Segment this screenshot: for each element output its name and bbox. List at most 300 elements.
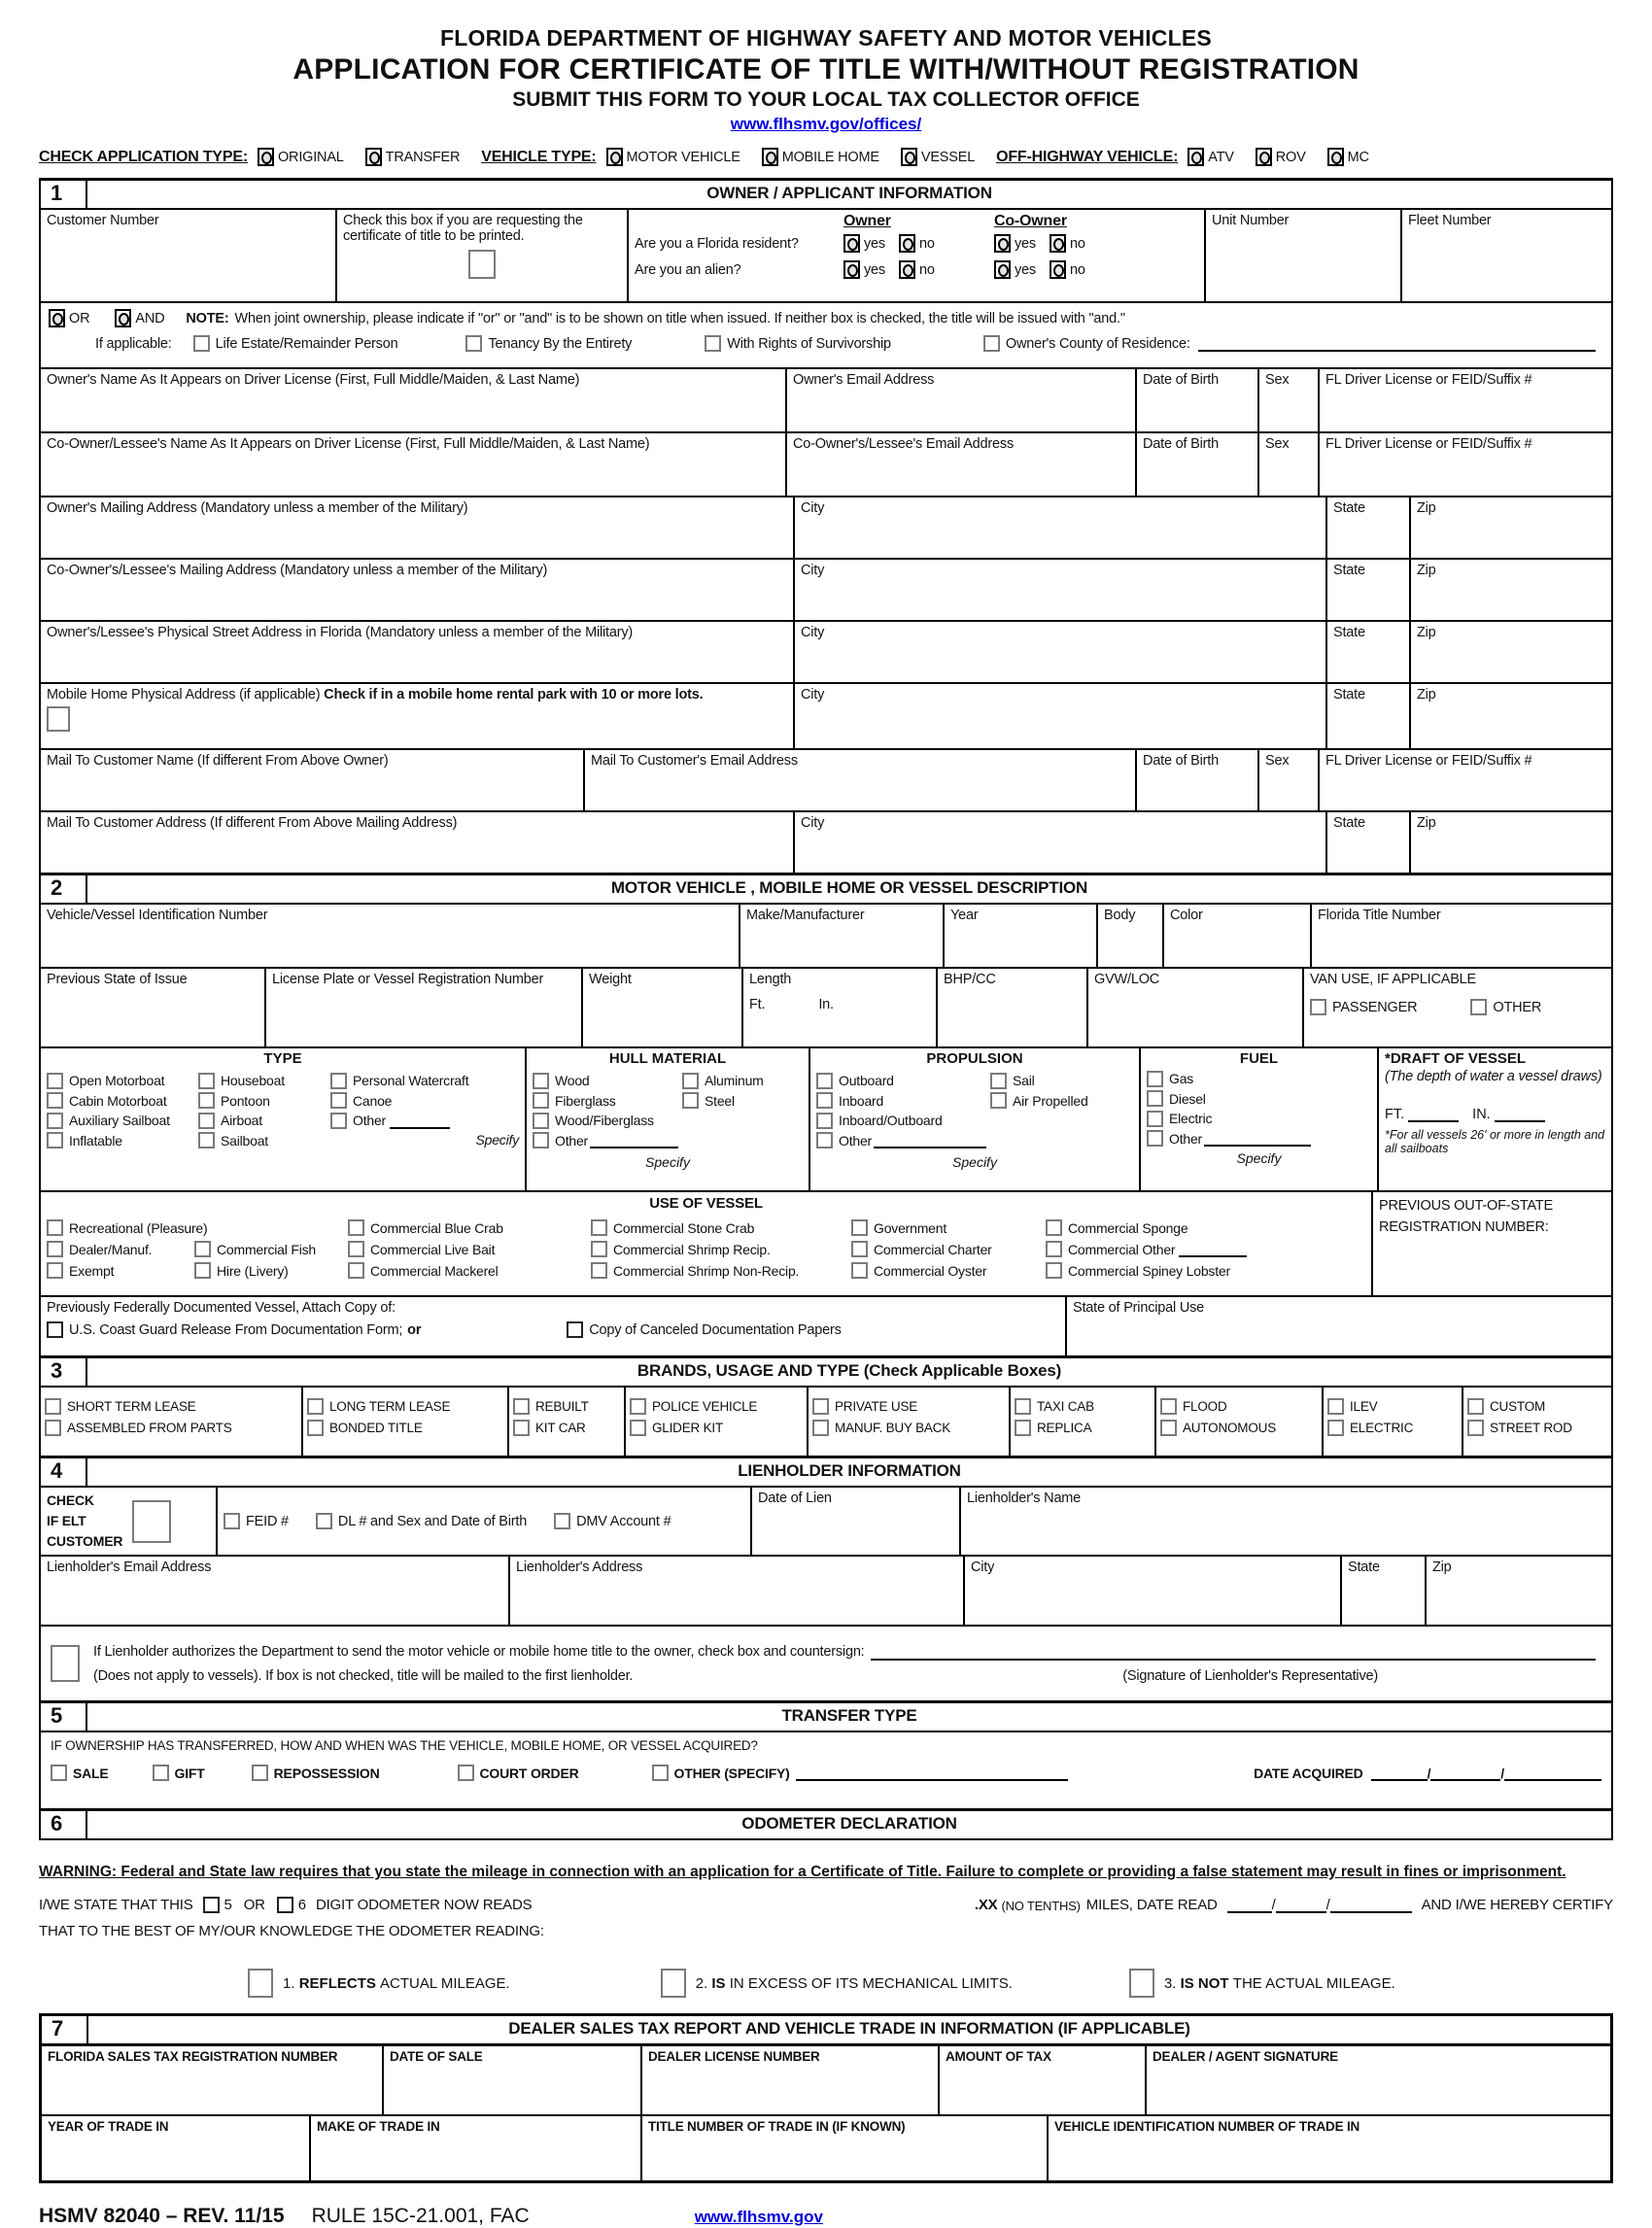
checkbox-coowner-resident-yes[interactable] xyxy=(994,234,1011,253)
checkbox-use-live-bait[interactable] xyxy=(348,1241,364,1257)
checkbox-manuf-buy-back[interactable] xyxy=(812,1420,829,1436)
label: Commercial Oyster xyxy=(874,1262,987,1279)
checkbox-use-spiney-lobster[interactable] xyxy=(1046,1262,1062,1279)
checkbox-use-commercial-fish[interactable] xyxy=(194,1241,211,1257)
slash: / xyxy=(1427,1765,1431,1781)
checkbox-repossession[interactable] xyxy=(252,1765,268,1781)
odometer-statement-line1 xyxy=(39,1897,1613,1913)
body-field[interactable] xyxy=(1098,905,1164,967)
city-field[interactable] xyxy=(795,560,1327,620)
amount-of-tax-field[interactable] xyxy=(940,2046,1147,2114)
label: Wood xyxy=(555,1073,590,1088)
label: Diesel xyxy=(1169,1090,1206,1107)
prev-state-label: Previous State of Issue xyxy=(47,972,188,987)
label: DEALER / AGENT SIGNATURE xyxy=(1153,2049,1338,2064)
checkbox-hull-steel[interactable] xyxy=(682,1092,699,1109)
checkbox-elt-customer[interactable] xyxy=(132,1500,171,1543)
checkbox-motor-vehicle[interactable] xyxy=(606,148,623,166)
coowner-mailing-label: Co-Owner's/Lessee's Mailing Address (Mandatory unless a member of the Military) xyxy=(47,563,548,578)
checkbox-use-mackerel[interactable] xyxy=(348,1262,364,1279)
length-in-label: In. xyxy=(818,997,834,1012)
state-field[interactable] xyxy=(1327,622,1411,682)
checkbox-original[interactable] xyxy=(258,148,274,166)
mail-to-name-row xyxy=(41,748,1611,810)
hull-material-column xyxy=(527,1048,810,1190)
checkbox-life-estate[interactable] xyxy=(193,335,210,352)
checkbox-use-commercial-other[interactable] xyxy=(1046,1241,1062,1257)
label: Personal Watercraft xyxy=(353,1073,469,1088)
section7-header xyxy=(42,2016,1610,2046)
checkbox-use-sponge[interactable] xyxy=(1046,1219,1062,1236)
color-field[interactable] xyxy=(1164,905,1312,967)
lienholder-email-field[interactable] xyxy=(41,1557,510,1625)
checkbox-tenancy[interactable] xyxy=(465,335,482,352)
label: Gas xyxy=(1169,1071,1194,1086)
checkbox-private-use[interactable] xyxy=(812,1398,829,1415)
title-number-trade-field[interactable] xyxy=(642,2116,1049,2180)
section7-title: DEALER SALES TAX REPORT AND VEHICLE TRADE IN INFORMATION (IF APPLICABLE) xyxy=(508,2019,1190,2038)
dealer-signature-field[interactable] xyxy=(1147,2046,1610,2114)
city-label: City xyxy=(971,1560,995,1575)
county-blank[interactable] xyxy=(1198,335,1596,352)
checkbox-fuel-other[interactable] xyxy=(1147,1130,1163,1147)
checkbox-sale[interactable] xyxy=(51,1765,67,1781)
physical-address-label: Owner's/Lessee's Physical Street Address in Florida (Mandatory unless a member of the Military) xyxy=(47,625,634,640)
checkbox-use-hire-livery[interactable] xyxy=(194,1262,211,1279)
date-read-day-blank[interactable] xyxy=(1276,1897,1326,1913)
owner-mailing-field[interactable] xyxy=(41,497,795,558)
checkbox-5-digit[interactable] xyxy=(203,1897,220,1913)
and-label: AND xyxy=(135,310,165,326)
checkbox-dmv-account[interactable] xyxy=(554,1513,570,1529)
owner-dl-field[interactable] xyxy=(1320,369,1611,431)
mail-to-dob-field[interactable] xyxy=(1137,750,1259,810)
checkbox-long-term-lease[interactable] xyxy=(307,1398,324,1415)
checkbox-coowner-alien-no[interactable] xyxy=(1050,260,1066,279)
year-of-trade-field[interactable] xyxy=(42,2116,311,2180)
van-use-field xyxy=(1304,969,1611,1046)
alien-question: Are you an alien? xyxy=(635,261,741,278)
length-ft-label: Ft. xyxy=(749,997,766,1012)
sales-tax-reg-field[interactable] xyxy=(42,2046,384,2114)
checkbox-canceled-papers[interactable] xyxy=(567,1321,583,1338)
city-field[interactable] xyxy=(795,622,1327,682)
checkbox-other-specify[interactable] xyxy=(652,1765,669,1781)
mail-to-address-row xyxy=(41,810,1611,873)
yes-label: yes xyxy=(1015,261,1036,278)
use-other-blank[interactable] xyxy=(1179,1241,1247,1257)
checkbox-hull-wood-fiberglass[interactable] xyxy=(533,1113,549,1129)
fl-title-number-field[interactable] xyxy=(1312,905,1611,967)
checkbox-use-recreational[interactable] xyxy=(47,1219,63,1236)
survivorship-label: With Rights of Survivorship xyxy=(727,335,891,352)
plate-field[interactable] xyxy=(266,969,583,1046)
date-acquired-month-blank[interactable] xyxy=(1371,1765,1428,1781)
print-title-field xyxy=(337,210,629,301)
label: Sail xyxy=(1013,1073,1035,1088)
mail-to-sex-field[interactable] xyxy=(1259,750,1320,810)
checkbox-excess-mechanical[interactable] xyxy=(661,1969,686,1998)
make-field[interactable] xyxy=(740,905,945,967)
coowner-mailing-field[interactable] xyxy=(41,560,795,620)
checkbox-autonomous[interactable] xyxy=(1160,1420,1177,1436)
weight-label: Weight xyxy=(589,972,632,987)
brand-col-7 xyxy=(1156,1388,1324,1456)
checkbox-court-order[interactable] xyxy=(458,1765,474,1781)
label: Air Propelled xyxy=(1013,1092,1088,1109)
checkbox-sailboat[interactable] xyxy=(198,1132,215,1148)
checkbox-use-stone-crab[interactable] xyxy=(591,1219,607,1236)
checkbox-ilev[interactable] xyxy=(1327,1398,1344,1415)
checkbox-prop-sail[interactable] xyxy=(990,1073,1007,1089)
lienholder-name-field[interactable] xyxy=(961,1488,1611,1555)
date-read-month-blank[interactable] xyxy=(1227,1897,1272,1913)
check-application-type-label: CHECK APPLICATION TYPE: xyxy=(39,148,248,165)
type-other-blank[interactable] xyxy=(390,1113,450,1129)
application-type-bar xyxy=(39,148,1613,166)
checkbox-reflects-mileage[interactable] xyxy=(248,1969,273,1998)
label: Pontoon xyxy=(221,1092,270,1109)
checkbox-mobile-home[interactable] xyxy=(762,148,778,166)
checkbox-coowner-alien-yes[interactable] xyxy=(994,260,1011,279)
federal-vessel-label: Previously Federally Documented Vessel, Attach Copy of: xyxy=(47,1300,396,1316)
label: Airboat xyxy=(221,1113,262,1128)
checkbox-prop-other[interactable] xyxy=(816,1132,833,1148)
checkbox-vessel[interactable] xyxy=(901,148,917,166)
form-number: HSMV 82040 – REV. 11/15 xyxy=(39,2205,285,2227)
checkbox-auxiliary-sailboat[interactable] xyxy=(47,1113,63,1129)
xx-label: .XX xyxy=(974,1897,998,1913)
sales-tax-row xyxy=(42,2046,1610,2114)
checkbox-prop-inboard-outboard[interactable] xyxy=(816,1113,833,1129)
opt1-num: 1. xyxy=(283,1974,295,1992)
checkbox-rov[interactable] xyxy=(1256,148,1272,166)
physical-address-row xyxy=(41,620,1611,682)
label: Electric xyxy=(1169,1111,1213,1126)
checkbox-fuel-gas[interactable] xyxy=(1147,1071,1163,1087)
draft-in-blank[interactable] xyxy=(1495,1106,1545,1122)
checkbox-police-vehicle[interactable] xyxy=(630,1398,646,1415)
prev-state-field[interactable] xyxy=(41,969,266,1046)
label: ELECTRIC xyxy=(1350,1421,1414,1435)
federal-vessel-row xyxy=(41,1295,1611,1355)
checkbox-personal-watercraft[interactable] xyxy=(330,1073,347,1089)
type-header: TYPE xyxy=(263,1050,302,1067)
weight-field[interactable] xyxy=(583,969,743,1046)
transfer-label: TRANSFER xyxy=(385,149,461,165)
canceled-papers-label: Copy of Canceled Documentation Papers xyxy=(589,1321,842,1338)
section7-number: 7 xyxy=(42,2016,88,2043)
elt-label-2: IF ELT xyxy=(47,1513,86,1528)
checkbox-mobile-home-park[interactable] xyxy=(47,706,70,732)
hull-other-blank[interactable] xyxy=(590,1132,678,1148)
checkbox-dl-sex-dob[interactable] xyxy=(316,1513,332,1529)
checkbox-county[interactable] xyxy=(983,335,1000,352)
customer-number-field[interactable] xyxy=(41,210,337,301)
coowner-name-label: Co-Owner/Lessee's Name As It Appears on Driver License (First, Full Middle/Maiden, & Last Name) xyxy=(47,436,650,452)
physical-address-field[interactable] xyxy=(41,622,795,682)
vin-field[interactable] xyxy=(41,905,740,967)
checkbox-kit-car[interactable] xyxy=(513,1420,530,1436)
label: SHORT TERM LEASE xyxy=(67,1399,196,1414)
lienholder-address-field[interactable] xyxy=(510,1557,965,1625)
checkbox-owner-resident-yes[interactable] xyxy=(843,234,860,253)
vessel-description-row xyxy=(41,1046,1611,1190)
city-field[interactable] xyxy=(795,812,1327,873)
checkbox-hull-wood[interactable] xyxy=(533,1073,549,1089)
date-of-lien-field[interactable] xyxy=(752,1488,961,1555)
checkbox-street-rod[interactable] xyxy=(1467,1420,1484,1436)
zip-field[interactable] xyxy=(1411,560,1611,620)
checkbox-assembled-from-parts[interactable] xyxy=(45,1420,61,1436)
vin-label: Vehicle/Vessel Identification Number xyxy=(47,908,268,923)
feid-label: FEID # xyxy=(246,1513,289,1529)
offices-link[interactable]: www.flhsmv.gov/offices/ xyxy=(730,115,922,133)
city-field[interactable] xyxy=(795,684,1327,748)
zip-field[interactable] xyxy=(1411,497,1611,558)
mail-to-email-field[interactable] xyxy=(585,750,1137,810)
label: ILEV xyxy=(1350,1399,1378,1414)
checkbox-airboat[interactable] xyxy=(198,1113,215,1129)
transfer-question: IF OWNERSHIP HAS TRANSFERRED, HOW AND WHEN WAS THE VEHICLE, MOBILE HOME, OR VESSEL ACQUIRED? xyxy=(51,1738,758,1753)
mobile-home-address-field[interactable] xyxy=(41,684,795,748)
checkbox-open-motorboat[interactable] xyxy=(47,1073,63,1089)
mail-to-dl-field[interactable] xyxy=(1320,750,1611,810)
date-read-year-blank[interactable] xyxy=(1330,1897,1412,1913)
checkbox-use-dealer-manuf[interactable] xyxy=(47,1241,63,1257)
checkbox-use-blue-crab[interactable] xyxy=(348,1219,364,1236)
dob-label: Date of Birth xyxy=(1143,436,1219,452)
checkbox-rebuilt[interactable] xyxy=(513,1398,530,1415)
checkbox-print-title[interactable] xyxy=(468,250,496,279)
label: LONG TERM LEASE xyxy=(329,1399,451,1414)
mobile-home-address-row xyxy=(41,682,1611,748)
label: DATE OF SALE xyxy=(390,2049,483,2064)
checkbox-lienholder-authorize[interactable] xyxy=(51,1645,80,1682)
owner-email-label: Owner's Email Address xyxy=(793,372,935,388)
coowner-sex-field[interactable] xyxy=(1259,433,1320,496)
coowner-name-field[interactable] xyxy=(41,433,787,496)
gvwloc-label: GVW/LOC xyxy=(1094,972,1160,987)
zip-label: Zip xyxy=(1432,1560,1452,1575)
zip-field[interactable] xyxy=(1411,622,1611,682)
checkbox-coowner-resident-no[interactable] xyxy=(1050,234,1066,253)
vessel-type-column xyxy=(41,1048,527,1190)
brand-col-3 xyxy=(509,1388,626,1456)
date-of-sale-field[interactable] xyxy=(384,2046,642,2114)
checkbox-atv[interactable] xyxy=(1187,148,1204,166)
motor-vehicle-label: MOTOR VEHICLE xyxy=(626,149,740,165)
checkbox-glider-kit[interactable] xyxy=(630,1420,646,1436)
zip-field[interactable] xyxy=(1411,684,1611,748)
checkbox-flood[interactable] xyxy=(1160,1398,1177,1415)
fleet-number-field[interactable] xyxy=(1402,210,1611,301)
checkbox-fuel-diesel[interactable] xyxy=(1147,1090,1163,1107)
checkbox-hull-other[interactable] xyxy=(533,1132,549,1148)
draft-ft-blank[interactable] xyxy=(1408,1106,1459,1122)
checkbox-prop-inboard[interactable] xyxy=(816,1092,833,1109)
date-of-lien-label: Date of Lien xyxy=(758,1491,832,1506)
brand-col-9 xyxy=(1463,1388,1611,1456)
state-label: State xyxy=(1333,815,1365,831)
date-acquired-day-blank[interactable] xyxy=(1427,1765,1500,1781)
checkbox-not-actual-mileage[interactable] xyxy=(1129,1969,1154,1998)
fl-dl-label: FL Driver License or FEID/Suffix # xyxy=(1325,372,1532,388)
checkbox-taxi-cab[interactable] xyxy=(1015,1398,1031,1415)
label: AMOUNT OF TAX xyxy=(946,2049,1051,2064)
coowner-column-header: Co-Owner xyxy=(994,213,1067,229)
opt2-rest: IN EXCESS OF ITS MECHANICAL LIMITS. xyxy=(729,1974,1013,1992)
checkbox-prop-outboard[interactable] xyxy=(816,1073,833,1089)
city-label: City xyxy=(801,687,825,703)
checkbox-survivorship[interactable] xyxy=(705,335,721,352)
mobile-home-label: MOBILE HOME xyxy=(781,149,879,165)
brand-col-6 xyxy=(1011,1388,1156,1456)
lienholder-zip-field[interactable] xyxy=(1427,1557,1611,1625)
state-label: State xyxy=(1333,687,1365,703)
checkbox-use-government[interactable] xyxy=(851,1219,868,1236)
checkbox-gift[interactable] xyxy=(153,1765,169,1781)
length-label: Length xyxy=(749,972,792,987)
checkbox-prop-air-propelled[interactable] xyxy=(990,1092,1007,1109)
opt2-num: 2. xyxy=(695,1974,708,1992)
sale-label: SALE xyxy=(73,1765,109,1781)
other-specify-blank[interactable] xyxy=(796,1765,1068,1781)
checkbox-use-shrimp-nonrecip[interactable] xyxy=(591,1262,607,1279)
odometer-warning: WARNING: Federal and State law requires that you state the mileage in connection with an application for a Certificate of Title. Failure to complete or providing a false statement may result in fines or imprisonment. xyxy=(39,1864,1566,1880)
checkbox-type-other[interactable] xyxy=(330,1113,347,1129)
section4-title: LIENHOLDER INFORMATION xyxy=(738,1461,961,1480)
checkbox-coast-guard-release[interactable] xyxy=(47,1321,63,1338)
coowner-email-field[interactable] xyxy=(787,433,1137,496)
city-field[interactable] xyxy=(795,497,1327,558)
coast-guard-label: U.S. Coast Guard Release From Documentation Form; xyxy=(69,1321,403,1338)
date-acquired-year-blank[interactable] xyxy=(1504,1765,1601,1781)
vin-trade-field[interactable] xyxy=(1049,2116,1610,2180)
hull-material-header: HULL MATERIAL xyxy=(608,1050,727,1067)
label: Commercial Blue Crab xyxy=(370,1219,503,1236)
label: Recreational (Pleasure) xyxy=(69,1219,208,1236)
signature-caption: (Signature of Lienholder's Representative) xyxy=(1122,1667,1378,1684)
checkbox-mc[interactable] xyxy=(1327,148,1344,166)
state-principal-use-field[interactable] xyxy=(1067,1297,1611,1355)
checkbox-van-other[interactable] xyxy=(1470,999,1487,1015)
year-field[interactable] xyxy=(945,905,1098,967)
checkbox-cabin-motorboat[interactable] xyxy=(47,1092,63,1109)
unit-number-field[interactable] xyxy=(1206,210,1402,301)
lienholder-name-label: Lienholder's Name xyxy=(967,1491,1082,1506)
mail-to-name-field[interactable] xyxy=(41,750,585,810)
owner-sex-field[interactable] xyxy=(1259,369,1320,431)
bhpcc-field[interactable] xyxy=(938,969,1088,1046)
city-label: City xyxy=(801,815,825,831)
checkbox-bonded-title[interactable] xyxy=(307,1420,324,1436)
label: Exempt xyxy=(69,1262,115,1279)
prev-out-of-state-field[interactable] xyxy=(1373,1192,1611,1295)
label: AUTONOMOUS xyxy=(1183,1421,1277,1435)
vessel-label: VESSEL xyxy=(920,149,976,165)
label: Commercial Spiney Lobster xyxy=(1068,1262,1230,1279)
checkbox-use-charter[interactable] xyxy=(851,1241,868,1257)
dealer-license-field[interactable] xyxy=(642,2046,940,2114)
checkbox-use-oyster[interactable] xyxy=(851,1262,868,1279)
coowner-dl-field[interactable] xyxy=(1320,433,1611,496)
city-label: City xyxy=(801,500,825,516)
checkbox-van-passenger[interactable] xyxy=(1310,999,1326,1015)
checkbox-transfer[interactable] xyxy=(365,148,382,166)
make-of-trade-field[interactable] xyxy=(311,2116,642,2180)
checkbox-fuel-electric[interactable] xyxy=(1147,1111,1163,1127)
countersign-blank[interactable] xyxy=(871,1644,1596,1661)
checkbox-short-term-lease[interactable] xyxy=(45,1398,61,1415)
print-title-note: Check this box if you are requesting the certificate of title to be printed. xyxy=(343,213,583,244)
gvwloc-field[interactable] xyxy=(1088,969,1304,1046)
zip-field[interactable] xyxy=(1411,812,1611,873)
label: CUSTOM xyxy=(1490,1399,1546,1414)
checkbox-houseboat[interactable] xyxy=(198,1073,215,1089)
checkbox-feid[interactable] xyxy=(224,1513,240,1529)
label: FLOOD xyxy=(1183,1399,1227,1414)
lienholder-city-field[interactable] xyxy=(965,1557,1342,1625)
state-field[interactable] xyxy=(1327,812,1411,873)
length-field[interactable] xyxy=(743,969,938,1046)
label: Sailboat xyxy=(221,1132,268,1148)
checkbox-or[interactable] xyxy=(49,309,65,327)
checkbox-and[interactable] xyxy=(115,309,131,327)
checkbox-electric[interactable] xyxy=(1327,1420,1344,1436)
owner-dob-field[interactable] xyxy=(1137,369,1259,431)
checkbox-hull-fiberglass[interactable] xyxy=(533,1092,549,1109)
fleet-number-label: Fleet Number xyxy=(1408,213,1492,228)
vehicle-id-row xyxy=(41,903,1611,967)
mail-to-address-field[interactable] xyxy=(41,812,795,873)
checkbox-6-digit[interactable] xyxy=(277,1897,293,1913)
coowner-mailing-row xyxy=(41,558,1611,620)
fuel-other-blank[interactable] xyxy=(1204,1130,1311,1147)
residency-questions xyxy=(629,210,1206,301)
state-field[interactable] xyxy=(1327,684,1411,748)
checkbox-owner-resident-no[interactable] xyxy=(899,234,915,253)
checkbox-use-exempt[interactable] xyxy=(47,1262,63,1279)
checkbox-use-shrimp-recip[interactable] xyxy=(591,1241,607,1257)
label: VEHICLE IDENTIFICATION NUMBER OF TRADE IN xyxy=(1054,2119,1360,2134)
checkbox-canoe[interactable] xyxy=(330,1092,347,1109)
checkbox-owner-alien-no[interactable] xyxy=(899,260,915,279)
court-order-label: COURT ORDER xyxy=(479,1765,579,1781)
checkbox-pontoon[interactable] xyxy=(198,1092,215,1109)
specify-label: Specify xyxy=(475,1132,519,1148)
label: MAKE OF TRADE IN xyxy=(317,2119,440,2134)
owner-name-field[interactable] xyxy=(41,369,787,431)
owner-email-field[interactable] xyxy=(787,369,1137,431)
county-label: Owner's County of Residence: xyxy=(1005,335,1190,352)
label: Hire (Livery) xyxy=(217,1262,289,1279)
owner-name-label: Owner's Name As It Appears on Driver License (First, Full Middle/Maiden, & Last Name) xyxy=(47,372,580,388)
state-field[interactable] xyxy=(1327,560,1411,620)
coowner-dob-field[interactable] xyxy=(1137,433,1259,496)
prop-other-blank[interactable] xyxy=(874,1132,986,1148)
checkbox-custom[interactable] xyxy=(1467,1398,1484,1415)
label: POLICE VEHICLE xyxy=(652,1399,758,1414)
flhsmv-link[interactable]: www.flhsmv.gov xyxy=(694,2208,823,2226)
checkbox-owner-alien-yes[interactable] xyxy=(843,260,860,279)
bhpcc-label: BHP/CC xyxy=(944,972,996,987)
checkbox-hull-aluminum[interactable] xyxy=(682,1073,699,1089)
checkbox-replica[interactable] xyxy=(1015,1420,1031,1436)
checkbox-inflatable[interactable] xyxy=(47,1132,63,1148)
lienholder-state-field[interactable] xyxy=(1342,1557,1427,1625)
state-field[interactable] xyxy=(1327,497,1411,558)
